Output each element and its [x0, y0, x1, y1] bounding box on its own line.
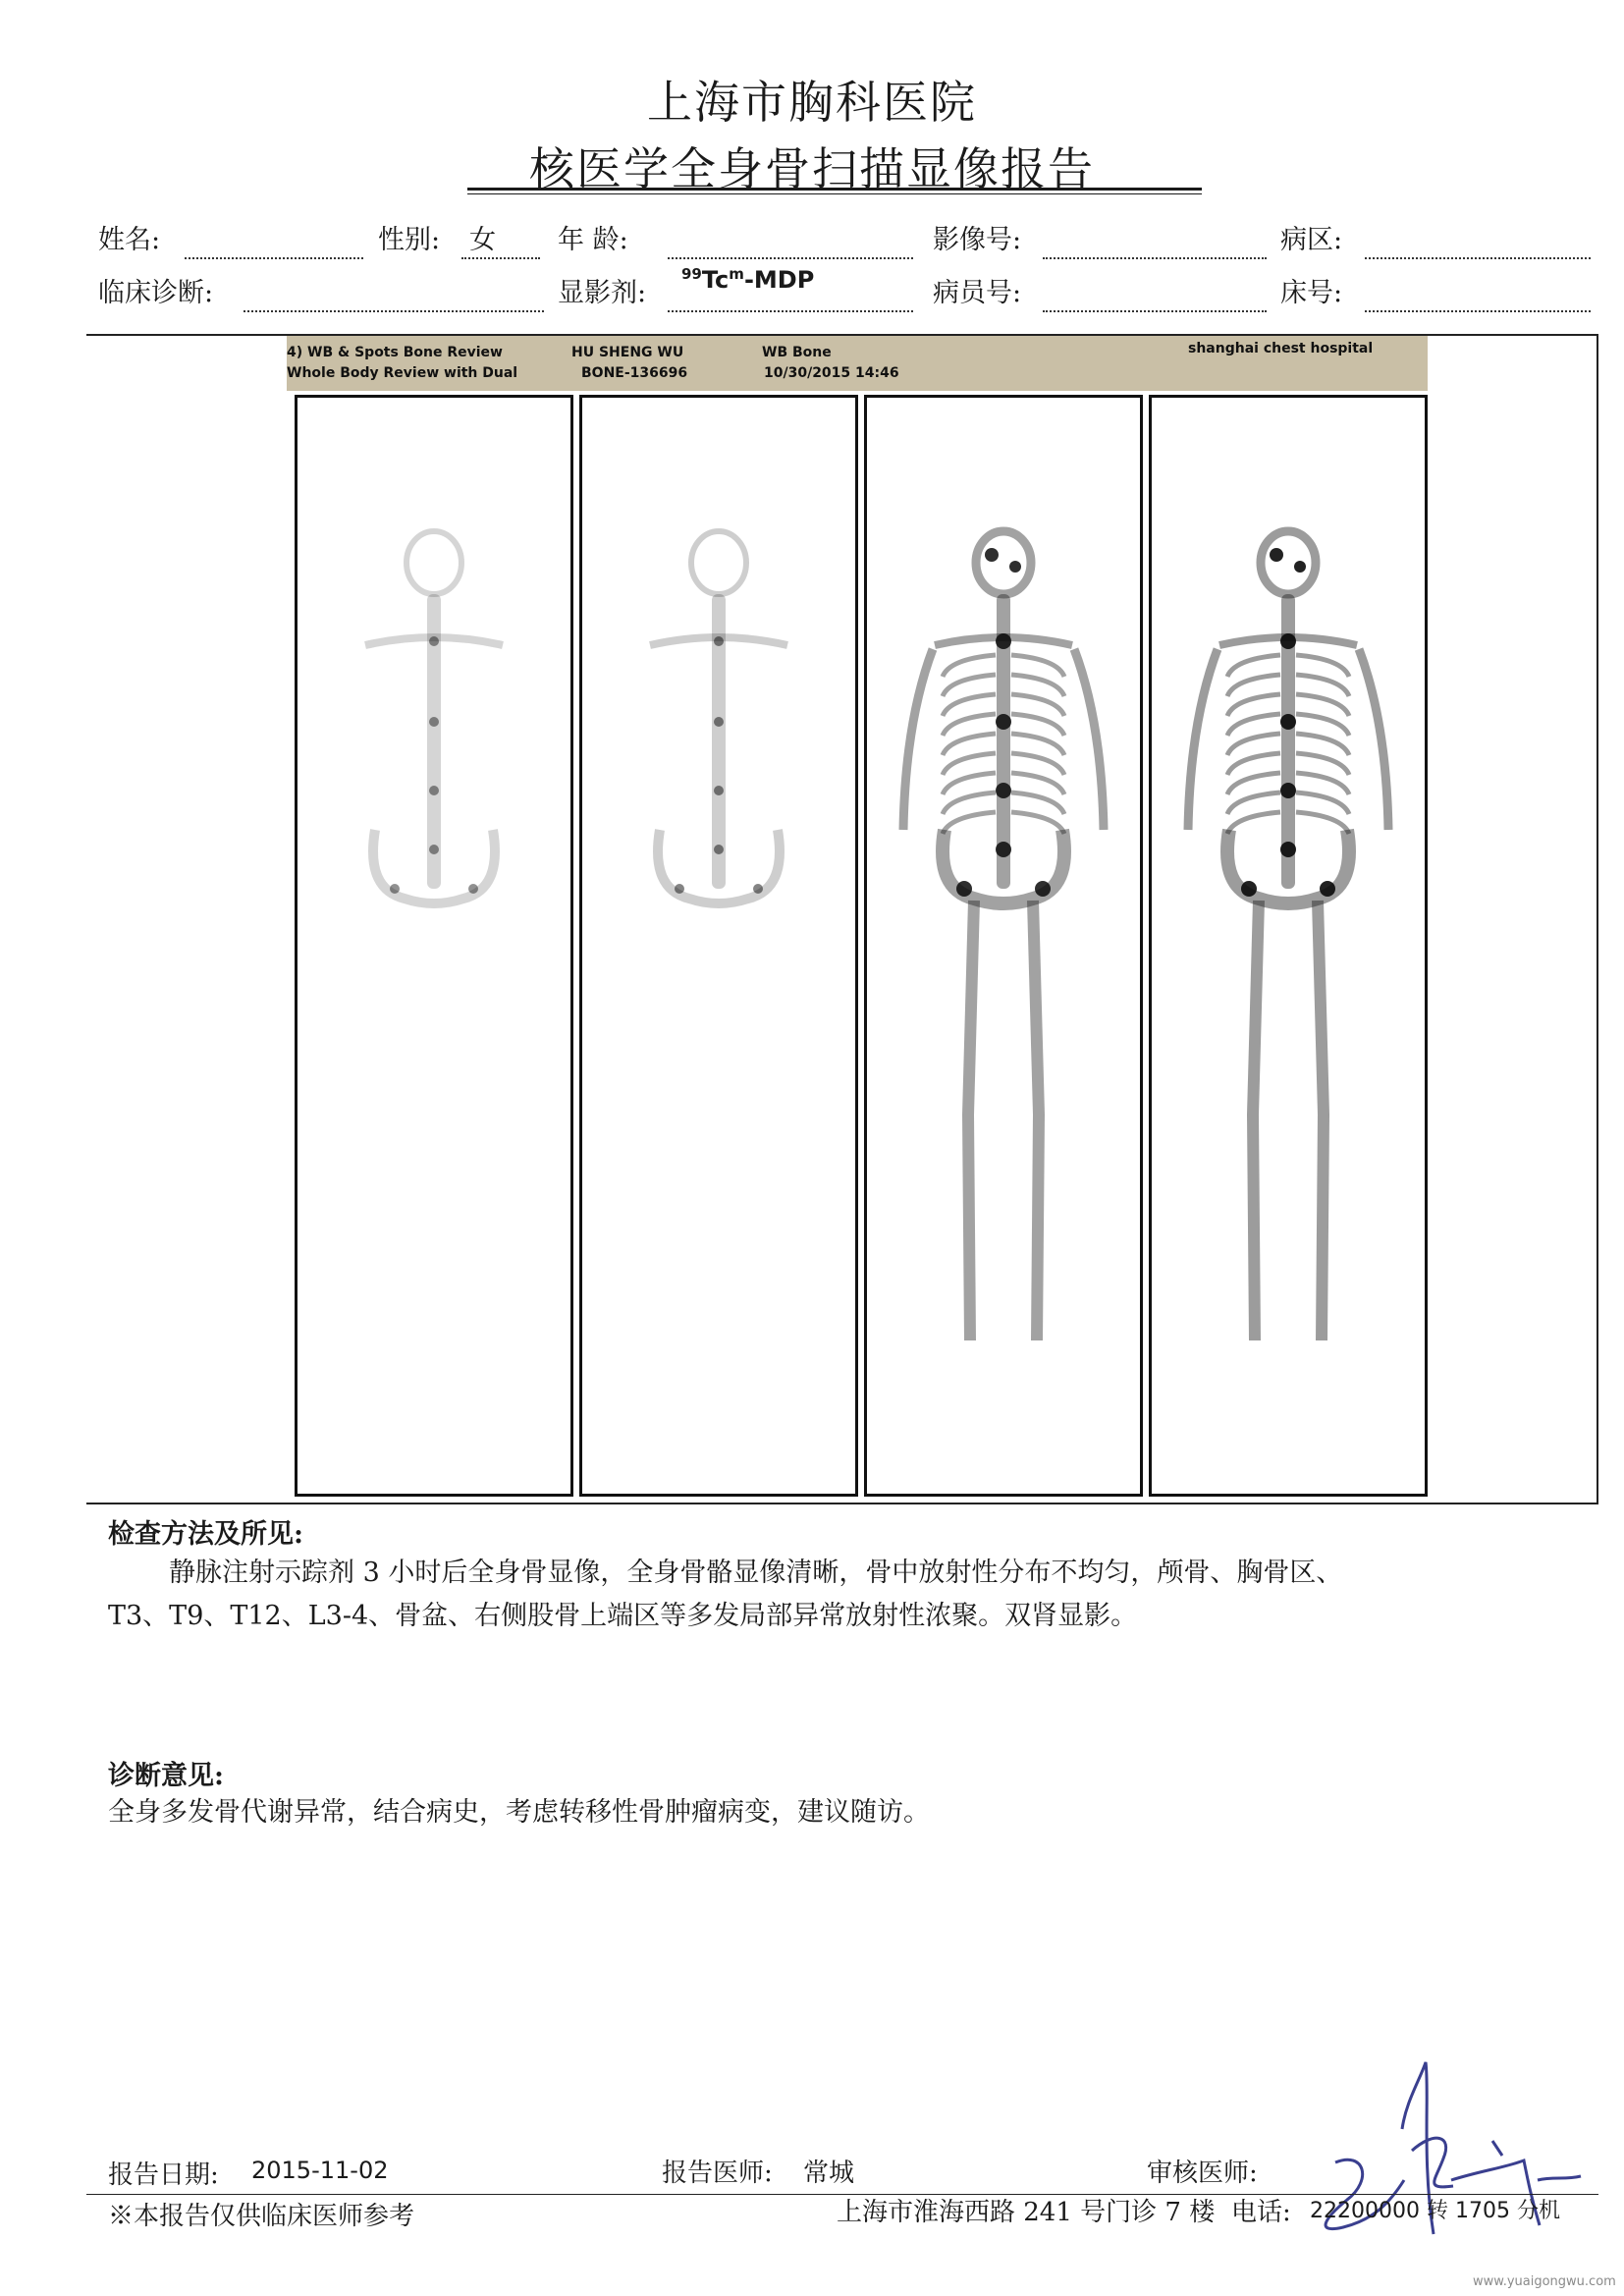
uptake-focus — [390, 884, 400, 894]
uptake-focus — [1294, 561, 1306, 573]
phone-label: 电话: — [1231, 2198, 1291, 2227]
uptake-focus — [714, 786, 724, 795]
study-id: BONE-136696 — [581, 365, 688, 381]
right-arm — [1074, 649, 1104, 830]
uptake-focus — [996, 714, 1011, 730]
scan-type: WB Bone — [762, 345, 832, 360]
uptake-focus — [1035, 881, 1051, 897]
agent-field — [668, 310, 913, 312]
uptake-focus — [714, 845, 724, 854]
uptake-focus — [675, 884, 684, 894]
name-field — [185, 257, 363, 259]
disclaimer: ※本报告仅供临床医师参考 — [108, 2202, 415, 2231]
phone-number: 22200000 转 1705 分机 — [1310, 2199, 1560, 2223]
image-divider — [86, 1503, 1598, 1504]
uptake-focus — [429, 717, 439, 727]
right-arm — [1359, 649, 1388, 830]
skeleton-image-4 — [1152, 398, 1425, 1494]
patient-no-field — [1043, 310, 1267, 312]
agent-label: 显影剂: — [558, 278, 647, 308]
title-underline — [467, 188, 1202, 194]
skull — [691, 531, 746, 594]
patient-name-en: HU SHENG WU — [571, 345, 684, 360]
uptake-focus — [1241, 881, 1257, 897]
ward-label: 病区: — [1280, 225, 1343, 255]
uptake-focus — [985, 548, 999, 562]
right-leg — [1033, 901, 1039, 1340]
scan-datetime: 10/30/2015 14:46 — [764, 365, 899, 381]
bone-scan-panel-2 — [579, 395, 858, 1497]
agent-compound: -MDP — [743, 266, 815, 294]
physician-label: 报告医师: — [662, 2159, 773, 2188]
hospital-address: 上海市淮海西路 241 号门诊 7 楼 — [837, 2198, 1216, 2227]
protocol-line1: 4) WB & Spots Bone Review — [287, 345, 503, 360]
skeleton-image-2 — [582, 398, 855, 1494]
agent-element: Tc — [701, 266, 730, 294]
skull — [1261, 531, 1316, 594]
gender-label: 性别: — [378, 225, 441, 255]
agent-value — [681, 265, 814, 294]
bone-scan-panel-4 — [1149, 395, 1428, 1497]
impression-heading: 诊断意见: — [108, 1761, 224, 1791]
bed-no-field — [1365, 310, 1591, 312]
bone-scan-panel-3 — [864, 395, 1143, 1497]
uptake-focus — [1280, 783, 1296, 798]
uptake-focus — [1280, 842, 1296, 857]
impression-text: 全身多发骨代谢异常，结合病史，考虑转移性骨肿瘤病变，建议随访。 — [108, 1797, 930, 1828]
agent-metastable: m — [729, 265, 744, 283]
rib — [1296, 812, 1349, 834]
physician-name: 常城 — [803, 2159, 855, 2188]
patient-no-label: 病员号: — [933, 278, 1022, 308]
findings-heading: 检查方法及所见: — [108, 1519, 303, 1550]
bone-scan-panel-1 — [295, 395, 573, 1497]
rib — [943, 812, 996, 834]
skeleton-image-3 — [867, 398, 1140, 1494]
clinical-dx-field — [244, 310, 544, 312]
age-label: 年 龄: — [558, 225, 628, 255]
report-title: 核医学全身骨扫描显像报告 — [529, 142, 1095, 195]
hospital-name-en: shanghai chest hospital — [1188, 341, 1374, 356]
uptake-focus — [996, 842, 1011, 857]
findings-line2: T3、T9、T12、L3-4、骨盆、右侧股骨上端区等多发局部异常放射性浓聚。双肾显影。 — [108, 1601, 1138, 1631]
uptake-focus — [468, 884, 478, 894]
uptake-focus — [429, 845, 439, 854]
uptake-focus — [714, 717, 724, 727]
uptake-focus — [1320, 881, 1335, 897]
uptake-focus — [429, 786, 439, 795]
scan-header-bar — [287, 336, 1428, 391]
uptake-focus — [996, 783, 1011, 798]
right-leg — [1318, 901, 1324, 1340]
gender-field — [461, 257, 540, 259]
gender-value: 女 — [469, 225, 496, 255]
uptake-focus — [714, 636, 724, 646]
uptake-focus — [1009, 561, 1021, 573]
watermark: www.yuaigongwu.com — [1473, 2274, 1616, 2289]
left-arm — [903, 649, 933, 830]
report-date: 2015-11-02 — [251, 2157, 389, 2184]
image-no-field — [1043, 257, 1267, 259]
protocol-line2: Whole Body Review with Dual — [287, 365, 518, 381]
uptake-focus — [1280, 714, 1296, 730]
report-date-label: 报告日期: — [108, 2160, 219, 2190]
skull — [976, 531, 1031, 594]
image-no-label: 影像号: — [933, 225, 1022, 255]
uptake-focus — [956, 881, 972, 897]
agent-mass-number: 99 — [681, 265, 702, 283]
uptake-focus — [1270, 548, 1283, 562]
findings-line1: 静脉注射示踪剂 3 小时后全身骨显像，全身骨骼显像清晰，骨中放射性分布不均匀，颅骨、胸骨区、 — [169, 1558, 1343, 1588]
clinical-dx-label: 临床诊断: — [98, 278, 214, 308]
age-field — [668, 257, 913, 259]
ward-field — [1365, 257, 1591, 259]
uptake-focus — [1280, 633, 1296, 649]
bed-no-label: 床号: — [1280, 278, 1343, 308]
left-arm — [1188, 649, 1218, 830]
uptake-focus — [429, 636, 439, 646]
rib — [1011, 812, 1064, 834]
hospital-name: 上海市胸科医院 — [647, 76, 977, 129]
left-leg — [968, 901, 974, 1340]
skull — [406, 531, 461, 594]
uptake-focus — [996, 633, 1011, 649]
skeleton-image-1 — [298, 398, 570, 1494]
uptake-focus — [753, 884, 763, 894]
reviewer-label: 审核医师: — [1147, 2159, 1258, 2188]
name-label: 姓名: — [98, 225, 161, 255]
right-border — [1597, 334, 1598, 1503]
left-leg — [1253, 901, 1259, 1340]
rib — [1227, 812, 1280, 834]
